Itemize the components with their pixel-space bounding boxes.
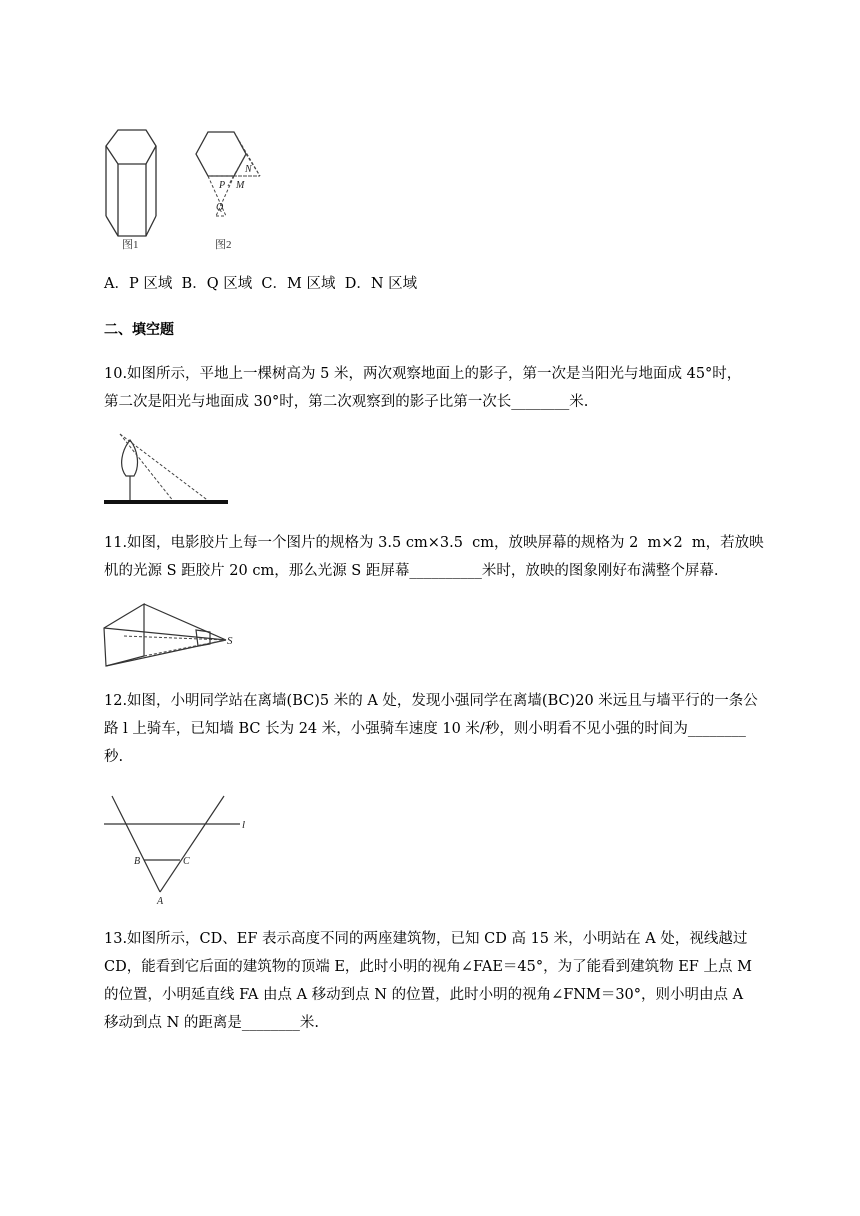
section-title: 二、填空题 [104,322,174,338]
q12-line2: 路 l 上骑车，已知墙 BC 长为 24 米，小强骑车速度 10 米/秒，则小明看不见小强的时间为________ [104,721,746,737]
q9-options: A．P 区域 B．Q 区域 C．M 区域 D．N 区域 [104,276,418,292]
topview-drawing [196,132,246,176]
wall-road-figure [100,792,260,906]
q11-line1: 11.如图，电影胶片上每一个图片的规格为 3.5 cm×3.5 cm，放映屏幕的规格为 2 m×2 m，若放映 [104,535,764,551]
figure2-caption: 图2 [215,239,232,251]
road-label-l: l [242,819,246,831]
point-label-c: C [183,856,190,867]
projector-figure [100,600,240,670]
point-label-a: A [157,896,164,906]
region-label-n: N [245,164,252,175]
q12-line3: 秒. [104,749,124,765]
q13-line1: 13.如图所示，CD、EF 表示高度不同的两座建筑物，已知 CD 高 15 米，小明站在 A 处，视线越过 [104,931,748,947]
point-label-b: B [134,856,141,867]
tree-shadow-figure [104,432,234,508]
prism-drawing [106,130,156,236]
ground-line [104,500,228,504]
q12-line1: 12.如图，小明同学站在离墙(BC)5 米的 A 处，发现小强同学在离墙(BC)20 米远且与墙平行的一条公 [104,693,758,709]
q13-line4: 移动到点 N 的距离是________米. [104,1015,320,1031]
hexprism-figure [98,124,278,254]
projector-label-s: S [227,635,233,647]
figure1-caption: 图1 [122,239,139,251]
q13-line2: CD，能看到它后面的建筑物的顶端 E，此时小明的视角∠FAE＝45°，为了能看到建筑物 EF 上点 M [104,959,752,975]
q10-line2: 第二次是阳光与地面成 30°时，第二次观察到的影子比第一次长________米. [104,394,589,410]
q10-line1: 10.如图所示，平地上一棵树高为 5 米，两次观察地面上的影子，第一次是当阳光与地面成 45°时， [104,366,742,382]
q11-line2: 机的光源 S 距胶片 20 cm，那么光源 S 距屏幕__________米时，放映的图象刚好布满整个屏幕. [104,563,719,579]
q13-line3: 的位置，小明延直线 FA 由点 A 移动到点 N 的位置，此时小明的视角∠FNM＝30°，则小明由点 A [104,987,744,1003]
region-label-m: M [236,180,245,191]
region-label-q: Q [216,202,224,213]
region-label-p: P [219,180,226,191]
